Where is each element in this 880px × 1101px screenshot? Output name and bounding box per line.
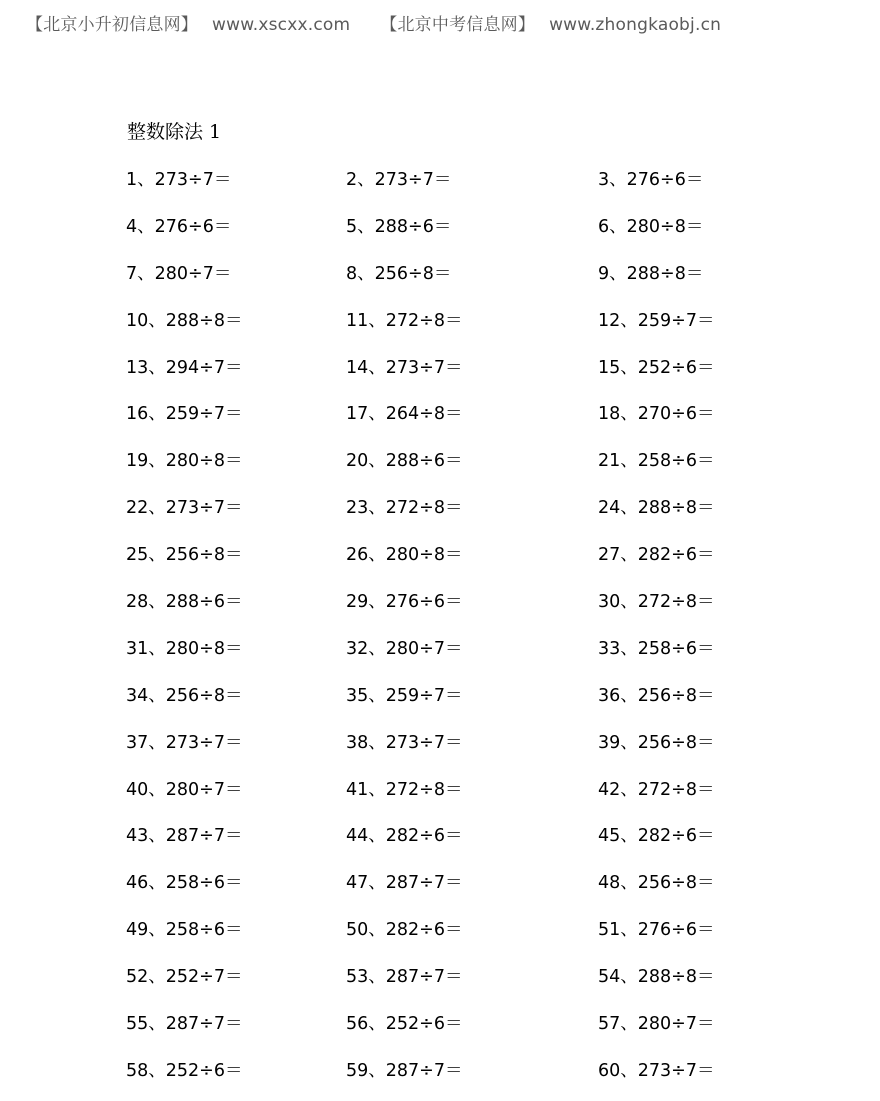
- problem-item: 42、272÷8＝: [598, 779, 715, 800]
- problem-item: 50、282÷6＝: [346, 920, 463, 941]
- problem-item: 6、280÷8＝: [598, 216, 704, 237]
- problem-item: 59、287÷7＝: [346, 1060, 463, 1081]
- problem-item: 23、272÷8＝: [346, 498, 463, 519]
- problem-row: [126, 819, 826, 866]
- problem-item: 9、288÷8＝: [598, 263, 704, 284]
- problem-item: 11、272÷8＝: [346, 310, 463, 331]
- problem-item: 49、258÷6＝: [126, 920, 243, 941]
- problem-row: [126, 726, 826, 773]
- site2-url[interactable]: www.zhongkaobj.cn: [549, 15, 722, 35]
- problem-item: 40、280÷7＝: [126, 779, 243, 800]
- problem-row: [126, 304, 826, 351]
- problem-item: 17、264÷8＝: [346, 404, 463, 425]
- problem-item: 41、272÷8＝: [346, 779, 463, 800]
- problem-row: [126, 866, 826, 913]
- problem-item: 2、273÷7＝: [346, 170, 452, 190]
- problem-item: 60、273÷7＝: [598, 1060, 715, 1081]
- problem-item: 53、287÷7＝: [346, 967, 463, 988]
- problem-item: 54、288÷8＝: [598, 967, 715, 988]
- problem-item: 57、280÷7＝: [598, 1014, 715, 1035]
- problem-item: 15、252÷6＝: [598, 357, 715, 378]
- problem-item: 31、280÷8＝: [126, 638, 243, 659]
- problem-row: [126, 351, 826, 398]
- problem-item: 28、288÷6＝: [126, 592, 243, 613]
- problem-row: [126, 163, 826, 210]
- problem-item: 18、270÷6＝: [598, 404, 715, 425]
- problem-item: 55、287÷7＝: [126, 1014, 243, 1035]
- problem-row: [126, 960, 826, 1007]
- problem-item: 12、259÷7＝: [598, 310, 715, 331]
- problem-row: [126, 538, 826, 585]
- problem-item: 22、273÷7＝: [126, 498, 243, 519]
- problem-item: 27、282÷6＝: [598, 545, 715, 566]
- problem-item: 32、280÷7＝: [346, 638, 463, 659]
- problem-item: 29、276÷6＝: [346, 592, 463, 613]
- problem-item: 20、288÷6＝: [346, 451, 463, 472]
- problem-item: 48、256÷8＝: [598, 873, 715, 894]
- problem-item: 4、276÷6＝: [126, 216, 232, 237]
- problem-item: 8、256÷8＝: [346, 263, 452, 284]
- problem-row: [126, 1007, 826, 1054]
- site1-url[interactable]: www.xscxx.com: [212, 15, 351, 35]
- problem-item: 37、273÷7＝: [126, 732, 243, 753]
- problem-item: 34、256÷8＝: [126, 685, 243, 706]
- problem-item: 39、256÷8＝: [598, 732, 715, 753]
- problem-item: 25、256÷8＝: [126, 545, 243, 566]
- problem-item: 47、287÷7＝: [346, 873, 463, 894]
- problem-item: 44、282÷6＝: [346, 826, 463, 847]
- problem-row: [126, 913, 826, 960]
- problem-item: 7、280÷7＝: [126, 263, 232, 284]
- worksheet-title: 整数除法 1: [127, 121, 222, 143]
- problem-item: 36、256÷8＝: [598, 685, 715, 706]
- problem-item: 5、288÷6＝: [346, 216, 452, 237]
- problem-item: 14、273÷7＝: [346, 357, 463, 378]
- problem-item: 3、276÷6＝: [598, 170, 704, 190]
- problem-item: 56、252÷6＝: [346, 1014, 463, 1035]
- site1-name: 【北京小升初信息网】: [26, 15, 198, 35]
- problem-row: [126, 1054, 826, 1101]
- problem-row: [126, 773, 826, 820]
- problem-item: 1、273÷7＝: [126, 170, 232, 190]
- problem-item: 19、280÷8＝: [126, 451, 243, 472]
- problem-row: [126, 679, 826, 726]
- problem-grid: [126, 163, 826, 1101]
- problem-item: 43、287÷7＝: [126, 826, 243, 847]
- problem-item: 52、252÷7＝: [126, 967, 243, 988]
- problem-row: [126, 585, 826, 632]
- problem-item: 35、259÷7＝: [346, 685, 463, 706]
- problem-item: 51、276÷6＝: [598, 920, 715, 941]
- problem-item: 21、258÷6＝: [598, 451, 715, 472]
- problem-item: 33、258÷6＝: [598, 638, 715, 659]
- site2-name: 【北京中考信息网】: [380, 15, 536, 35]
- problem-item: 13、294÷7＝: [126, 357, 243, 378]
- problem-item: 26、280÷8＝: [346, 545, 463, 566]
- problem-row: [126, 444, 826, 491]
- problem-row: [126, 257, 826, 304]
- problem-row: [126, 397, 826, 444]
- problem-row: [126, 632, 826, 679]
- problem-item: 45、282÷6＝: [598, 826, 715, 847]
- problem-item: 16、259÷7＝: [126, 404, 243, 425]
- problem-item: 24、288÷8＝: [598, 498, 715, 519]
- problem-item: 10、288÷8＝: [126, 310, 243, 331]
- problem-item: 30、272÷8＝: [598, 592, 715, 613]
- problem-item: 38、273÷7＝: [346, 732, 463, 753]
- page-header: [26, 10, 721, 35]
- problem-row: [126, 210, 826, 257]
- problem-item: 58、252÷6＝: [126, 1060, 243, 1081]
- problem-item: 46、258÷6＝: [126, 873, 243, 894]
- problem-row: [126, 491, 826, 538]
